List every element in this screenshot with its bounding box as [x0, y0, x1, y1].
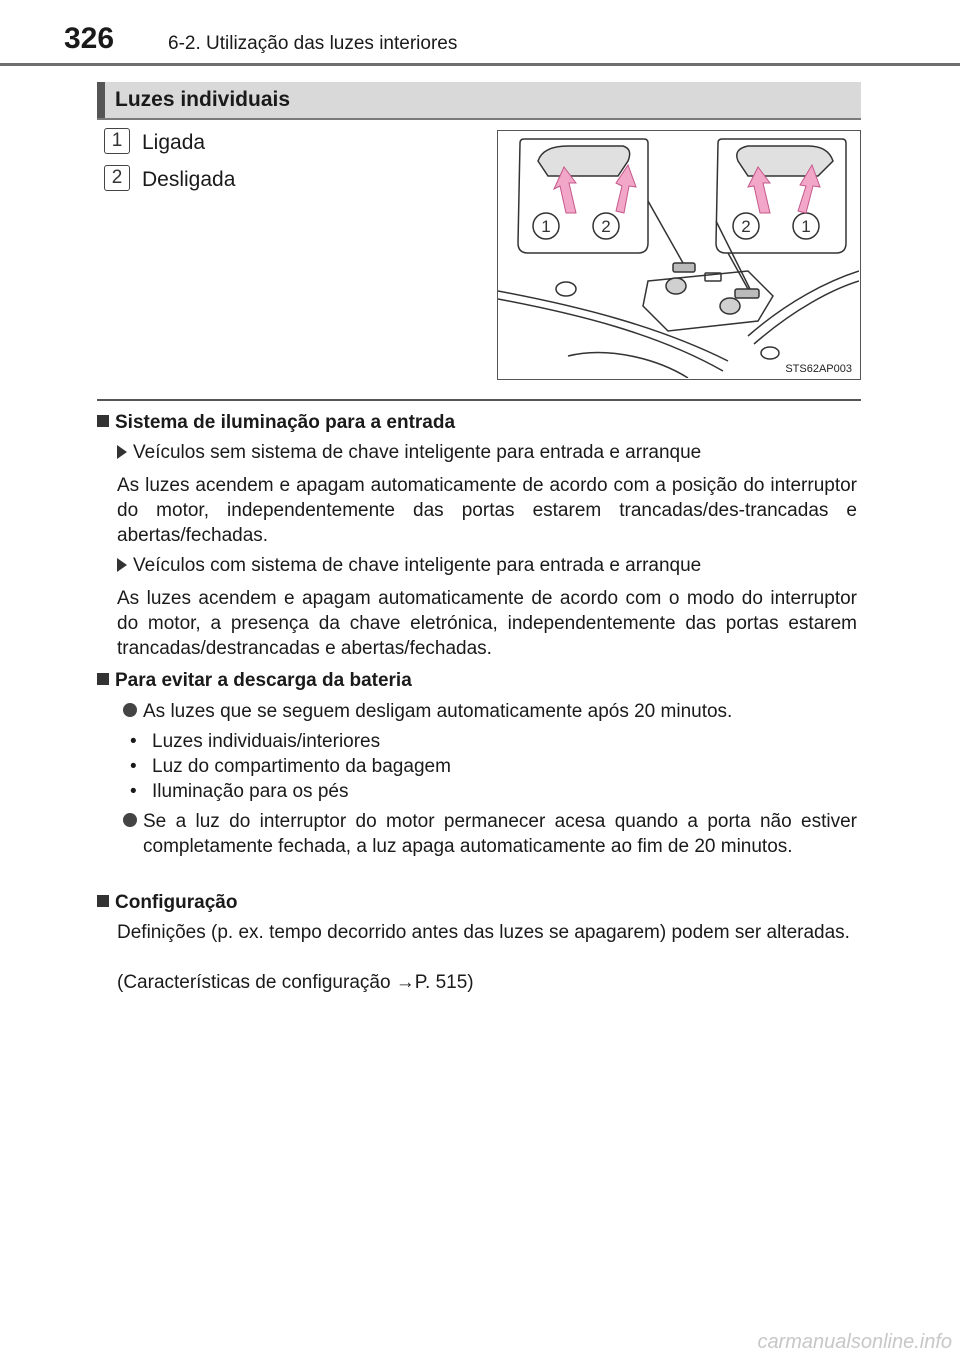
battery-point-1: As luzes que se seguem desligam automaticamente após 20 minutos.	[123, 699, 857, 724]
section-title: Luzes individuais	[115, 88, 291, 111]
legend-label: Desligada	[142, 168, 236, 191]
circle-bullet-icon	[123, 703, 137, 717]
triangle-arrow-icon	[117, 558, 127, 572]
figure-code: STS62AP003	[785, 363, 852, 375]
ceiling-lights-drawing	[498, 131, 859, 378]
legend-number: 1	[104, 128, 130, 154]
watermark: carmanualsonline.info	[757, 1331, 952, 1353]
figure-callout: 2	[741, 217, 751, 236]
list-item: • Luz do compartimento da bagagem	[130, 756, 451, 777]
heading-config: Configuração	[97, 892, 237, 914]
subheading-smart-key: Veículos com sistema de chave inteligente para entrada e arranque	[117, 555, 701, 577]
square-bullet-icon	[97, 415, 109, 427]
config-text: Definições (p. ex. tempo decorrido antes das luzes se apagarem) podem ser alteradas.	[117, 922, 850, 943]
figure-callout: 1	[541, 217, 551, 236]
battery-point-2: Se a luz do interruptor do motor permanecer acesa quando a porta não estiver completamente fechada, a luz apaga automaticamente ao fim de 20 minutos.	[123, 809, 857, 859]
heading-entry-lighting: Sistema de iluminação para a entrada	[97, 412, 455, 434]
square-bullet-icon	[97, 673, 109, 685]
page-header	[0, 0, 960, 70]
square-bullet-icon	[97, 895, 109, 907]
circle-bullet-icon	[123, 813, 137, 827]
legend-number: 2	[104, 165, 130, 191]
figure-callout: 1	[801, 217, 811, 236]
subheading-no-smart-key: Veículos sem sistema de chave inteligente para entrada e arranque	[117, 442, 701, 464]
heading-battery: Para evitar a descarga da bateria	[97, 670, 412, 692]
triangle-arrow-icon	[117, 445, 127, 459]
header-rule	[0, 63, 960, 66]
illustration-personal-lights	[497, 130, 861, 380]
list-item: • Luzes individuais/interiores	[130, 731, 381, 752]
section-divider	[97, 399, 861, 401]
section-accent	[97, 82, 105, 118]
config-reference-link[interactable]: (Características de configuração →P. 515)	[117, 972, 474, 993]
paragraph-no-smart-key: As luzes acendem e apagam automaticamente de acordo com a posição do interruptor do motor, independentemente das portas estarem trancadas/des-trancadas e abertas/fechadas.	[117, 475, 857, 546]
chapter-title: 6-2. Utilização das luzes interiores	[168, 33, 458, 54]
list-item: • Iluminação para os pés	[130, 781, 349, 802]
figure-callout: 2	[601, 217, 611, 236]
paragraph-smart-key: As luzes acendem e apagam automaticamente de acordo com o modo do interruptor do motor, a presença da chave eletrónica, independentemente das portas estarem trancadas/destrancadas e abertas/fechadas.	[117, 588, 857, 659]
section-title-bar	[97, 82, 861, 120]
page-number: 326	[64, 22, 115, 55]
legend-label: Ligada	[142, 131, 206, 154]
